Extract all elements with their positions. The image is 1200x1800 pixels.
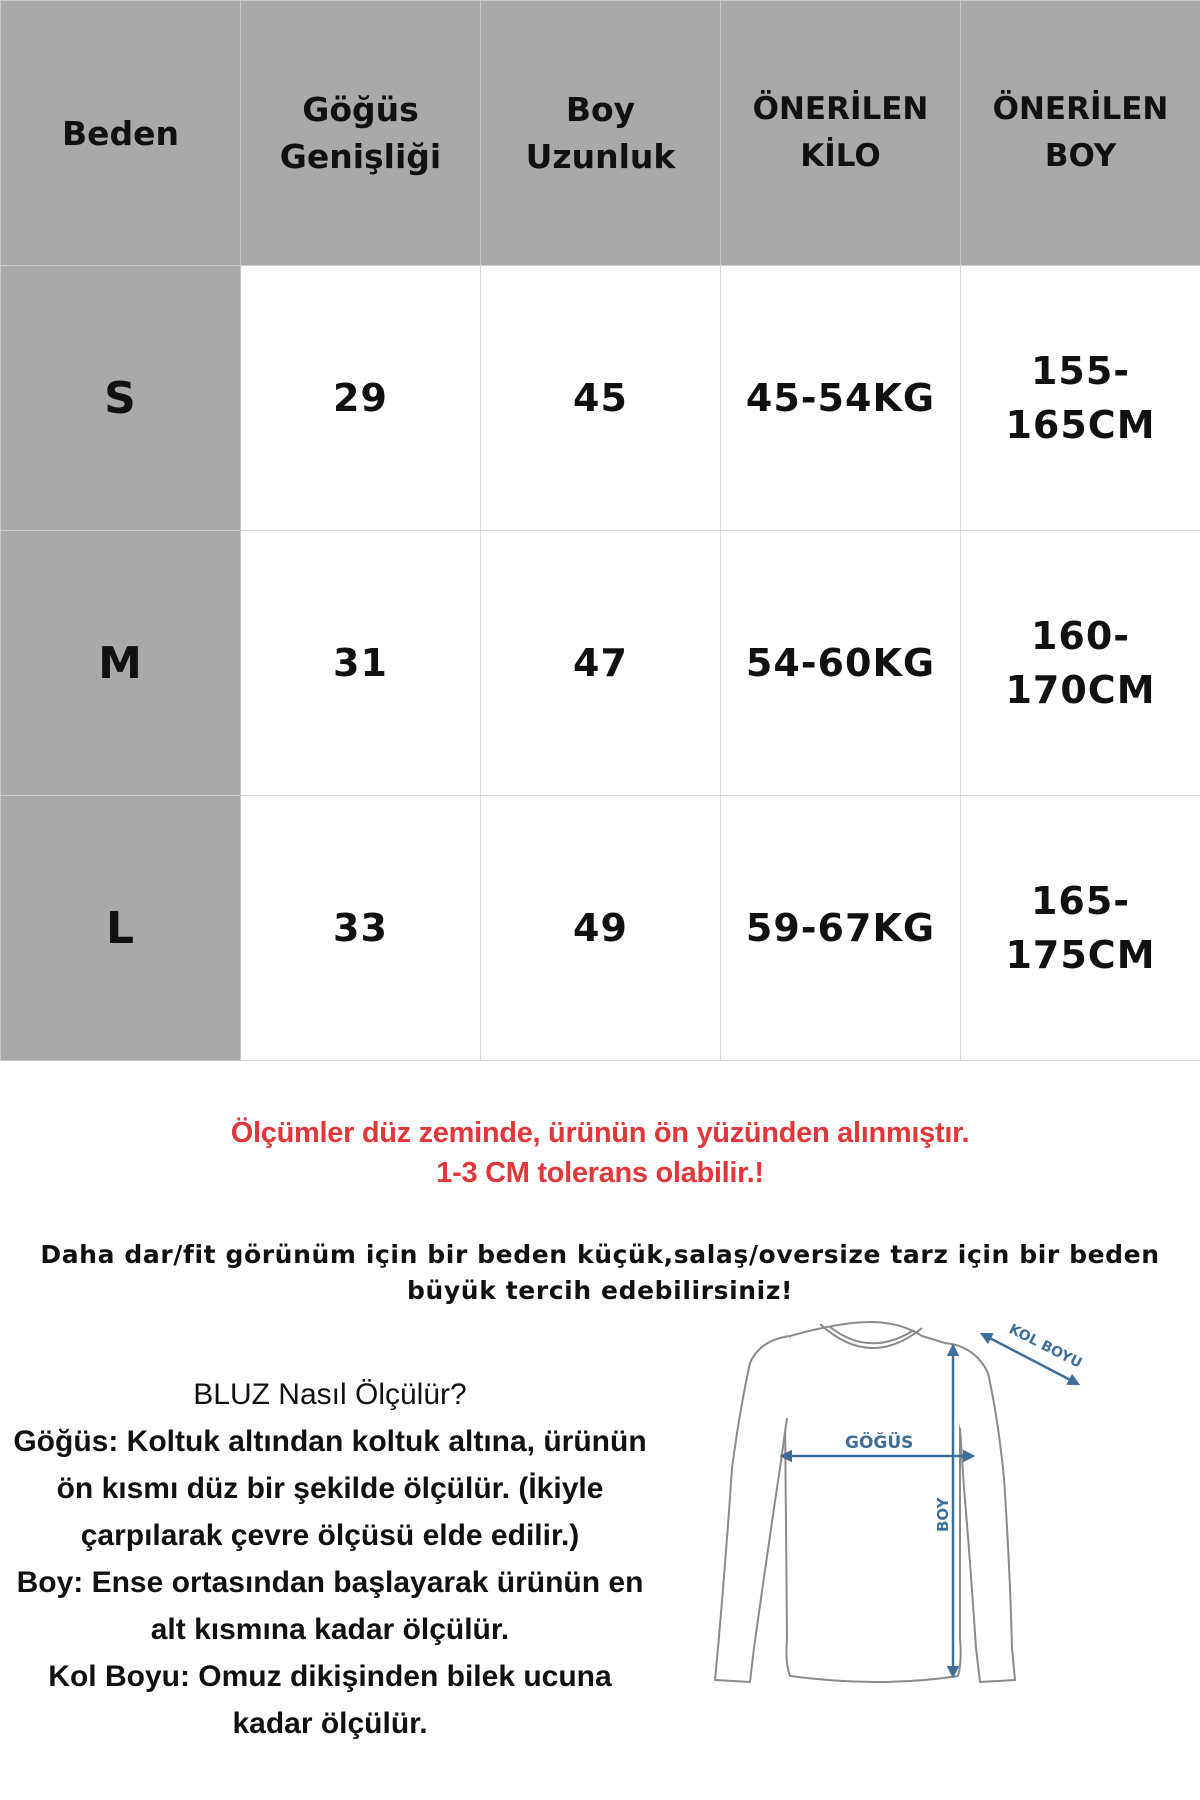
height-value-line2: 170CM [1005,668,1156,712]
guide-line: kadar ölçülür. [232,1707,428,1740]
header-height-line2: BOY [1044,138,1117,174]
blouse-outline-icon [715,1322,1015,1682]
height-value-line1: 155- [1030,349,1131,393]
height-value-line1: 160- [1030,614,1131,658]
header-chest-line2: Genişliği [279,137,442,176]
length-value: 49 [573,906,628,950]
blouse-measurement-diagram [690,1318,1110,1698]
chest-value: 33 [333,906,388,950]
header-length [481,1,721,266]
size-value: M [98,637,143,689]
height-value-line2: 175CM [1005,933,1156,977]
size-value: S [104,372,137,424]
weight-cell [721,266,961,531]
weight-value: 59-67KG [745,906,936,950]
header-size-label: Beden [61,113,180,153]
chest-cell [241,796,481,1061]
size-value: L [105,902,136,954]
header-recommended-height [961,1,1200,266]
header-height-line1: ÖNERİLEN [992,91,1169,127]
guide-line: Boy: Ense ortasından başlayarak ürünün en [16,1566,644,1599]
weight-value: 54-60KG [745,641,936,685]
sleeve-label: KOL BOYU [1006,1321,1085,1372]
header-weight-line1: ÖNERİLEN [752,91,929,127]
height-cell [961,266,1200,531]
chest-cell [241,531,481,796]
length-label: BOY [934,1497,952,1532]
size-cell [1,266,241,531]
weight-cell [721,531,961,796]
guide-line: alt kısmına kadar ölçülür. [150,1613,510,1646]
header-weight-line2: KİLO [800,138,881,174]
height-value-line1: 165- [1030,879,1131,923]
guide-line: Kol Boyu: Omuz dikişinden bilek ucuna [48,1660,612,1693]
header-length-line2: Uzunluk [525,137,676,176]
fit-advice-line2: büyük tercih edebilirsiniz! [407,1276,793,1305]
measurement-note-line1: Ölçümler düz zeminde, ürünün ön yüzünden alınmıştır. [230,1117,970,1149]
height-value-line2: 165CM [1005,403,1156,447]
length-cell [481,796,721,1061]
header-length-line1: Boy [565,90,636,129]
length-value: 47 [573,641,628,685]
tolerance-note: 1-3 CM tolerans olabilir.! [436,1157,764,1189]
table-row-m [1,531,1200,796]
table-header-row [1,1,1200,266]
chest-value: 29 [333,376,388,420]
guide-line: ön kısmı düz bir şekilde ölçülür. (İkiyle [56,1472,604,1505]
header-chest-line1: Göğüs [302,90,419,129]
header-recommended-weight [721,1,961,266]
weight-cell [721,796,961,1061]
table-row-s [1,266,1200,531]
fit-advice-line1: Daha dar/fit görünüm için bir beden küçük,salaş/oversize tarz için bir beden [40,1240,1160,1269]
length-value: 45 [573,376,628,420]
table-row-l [1,796,1200,1061]
height-cell [961,531,1200,796]
measurement-guide [0,1371,660,1747]
guide-line: çarpılarak çevre ölçüsü elde edilir.) [80,1519,580,1552]
weight-value: 45-54KG [745,376,936,420]
length-cell [481,266,721,531]
header-chest-width [241,1,481,266]
guide-line: Göğüs: Koltuk altından koltuk altına, ürünün [13,1425,647,1458]
header-size [1,1,241,266]
chest-value: 31 [333,641,388,685]
height-cell [961,796,1200,1061]
size-cell [1,531,241,796]
chest-label: GÖĞÜS [845,1433,914,1453]
guide-title: BLUZ Nasıl Ölçülür? [193,1378,467,1411]
chest-cell [241,266,481,531]
length-cell [481,531,721,796]
size-cell [1,796,241,1061]
